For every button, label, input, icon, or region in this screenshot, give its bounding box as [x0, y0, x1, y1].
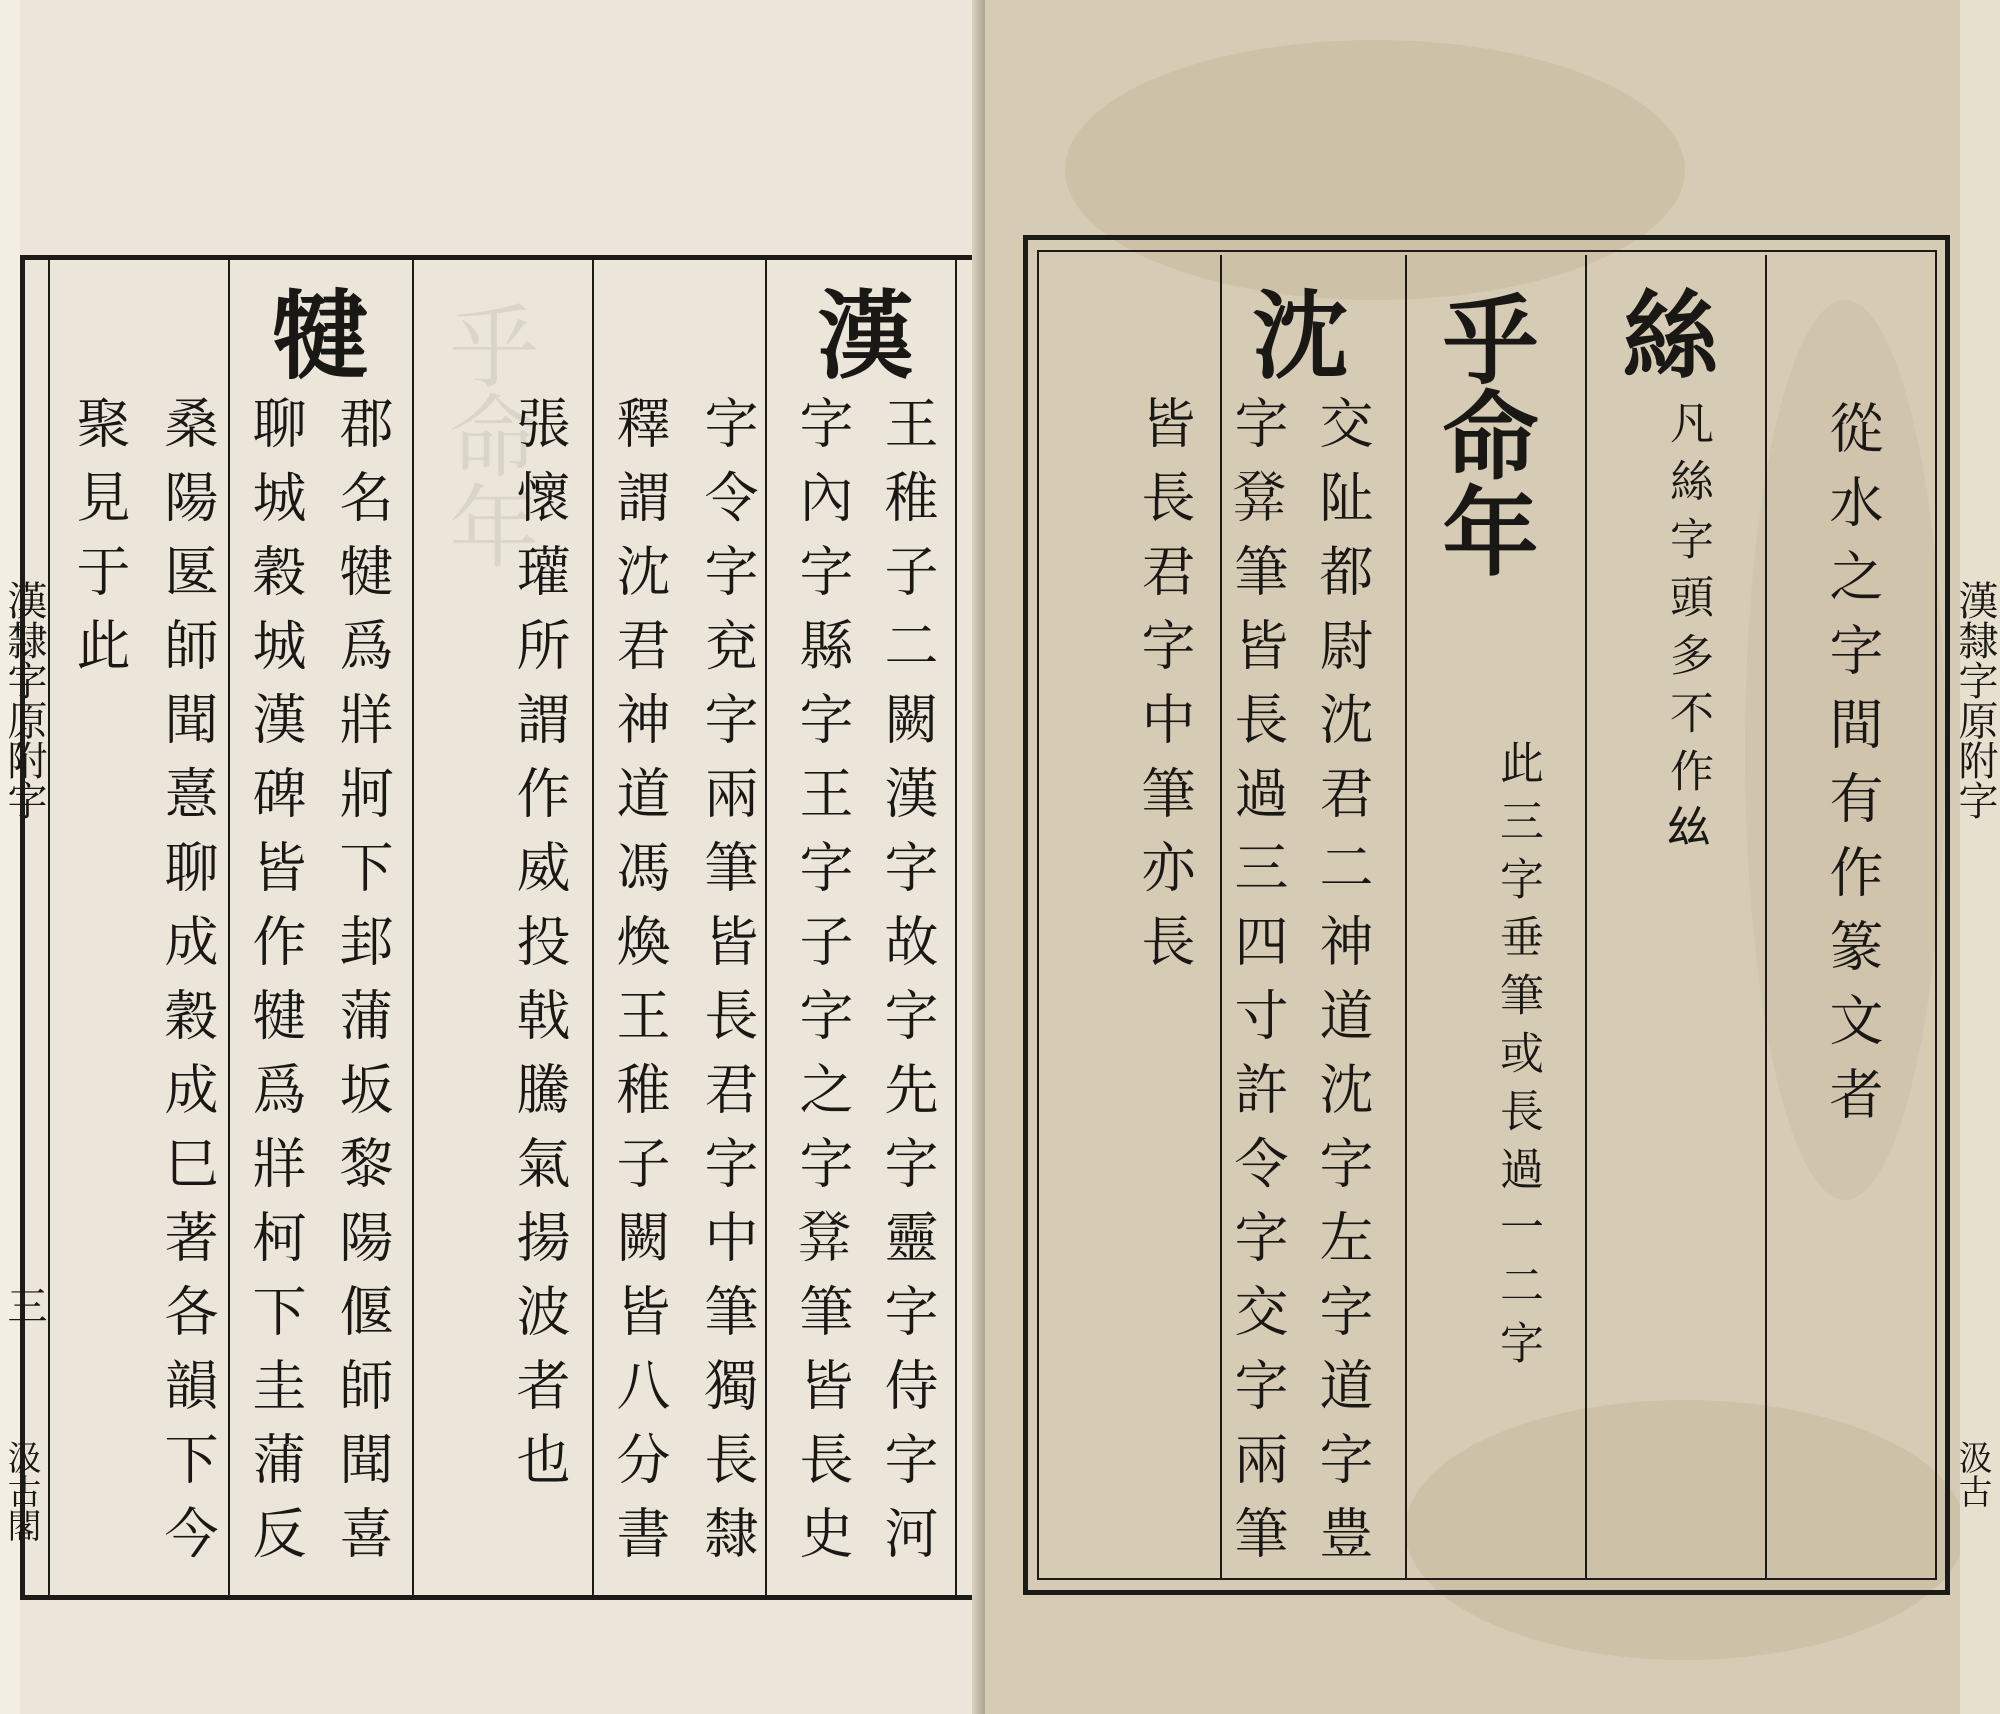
entry-head-char: 漢: [802, 285, 915, 381]
spine-title: 漢隸字原附字: [1, 580, 47, 820]
entry-text-line: 釋謂沈君神道馮煥王稚子闕皆八分書: [608, 395, 671, 1579]
entry-text-line: 字內字縣字王字子字之字𤼷筆皆長史: [791, 395, 854, 1579]
show-through-text: 乎命年: [433, 300, 538, 570]
entry-text-line: 郡名犍爲牂牁下邽蒲坂黎陽偃師聞喜: [331, 395, 394, 1579]
column-rule: [765, 258, 767, 1598]
entry-text-line: 從水之字間有作篆文者: [1821, 400, 1884, 1140]
publisher-mark: 汲古: [1952, 1440, 1992, 1508]
entry-text-line: 字令字兗字兩筆皆長君字中筆獨長隸: [696, 395, 759, 1579]
column-rule: [592, 258, 594, 1598]
entry-text-line: 桑陽匽師聞憙聊成穀成巳著各韻下今: [156, 395, 219, 1579]
entry-head-char: 犍: [257, 285, 370, 381]
spine-title: 漢隸字原附字: [1952, 580, 1998, 820]
left-page: [0, 0, 985, 1714]
column-rule: [1765, 255, 1767, 1580]
entry-text-line: 凡絲字頭多不作𢆶: [1662, 400, 1713, 864]
entry-text-line: 交阯都尉沈君二神道沈字左字道字豊: [1311, 395, 1374, 1579]
publisher-mark: 汲古閣: [1, 1440, 41, 1542]
column-rule: [955, 258, 957, 1598]
entry-head-char: 絲: [1607, 285, 1720, 381]
column-rule: [1405, 255, 1407, 1580]
entry-text-line: 王稚子二闕漢字故字先字靈字侍字河: [876, 395, 939, 1579]
entry-text-line: 張懷瓘所謂作威投戟騰氣揚波者也: [508, 395, 571, 1505]
column-rule: [1585, 255, 1587, 1580]
column-rule: [412, 258, 414, 1598]
entry-head-char: 沈: [1237, 285, 1350, 381]
entry-text-line: 聊城穀城漢碑皆作犍爲牂柯下圭蒲反: [244, 395, 307, 1579]
entry-head-chars: 乎命年: [1427, 290, 1540, 578]
column-rule: [48, 258, 50, 1598]
right-page: [985, 0, 2000, 1714]
column-rule: [228, 258, 230, 1598]
page-number: 三: [1, 1285, 47, 1325]
entry-text-line: 皆長君字中筆亦長: [1133, 395, 1196, 987]
entry-text-line: 字𤼷筆皆長過三四寸許令字交字兩筆: [1226, 395, 1289, 1579]
entry-text-line: 聚見于此: [68, 395, 131, 691]
column-rule: [1935, 255, 1937, 1580]
entry-text-line: 此三字垂筆或長過一二字: [1492, 740, 1543, 1378]
column-rule: [1220, 255, 1222, 1580]
